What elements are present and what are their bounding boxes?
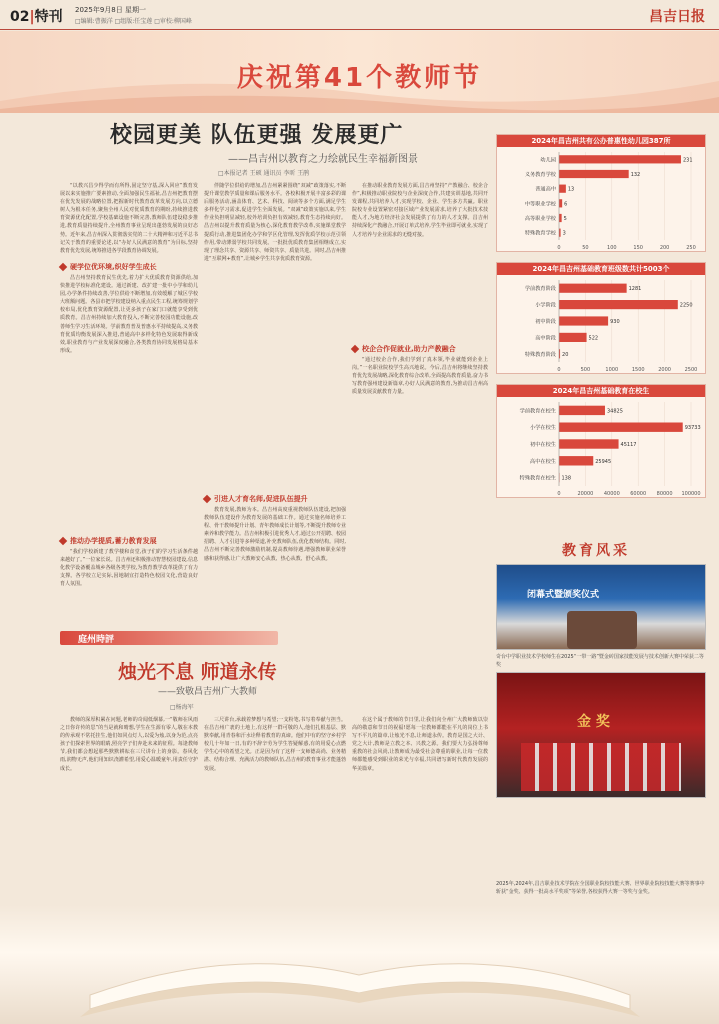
category-label: 高等职业学校	[524, 216, 556, 222]
page-number: 02|特刊	[10, 9, 63, 25]
x-tick-label: 500	[580, 367, 591, 373]
category-label: 中等职业学校	[524, 201, 556, 208]
category-label: 初中阶段	[535, 319, 556, 325]
data-label: 930	[610, 319, 620, 325]
feature-headline: 烛光不息 师道永传	[118, 661, 277, 683]
section-heading-2: 推动办学提质,蓄力教育发展	[60, 536, 157, 546]
page-header	[0, 0, 719, 30]
x-tick-label: 0	[557, 491, 561, 497]
category-label: 初中在校生	[530, 442, 556, 448]
bar	[559, 170, 629, 178]
section-heading-1: 硬学位优环境,织好学生成长	[60, 262, 157, 272]
x-tick-label: 40000	[603, 491, 620, 497]
photo-caption-1: 奇台中学职业技术学校师生在2025“一带一路”暨金砖国家技能发展与技术创新大赛中荣获二等奖	[496, 654, 704, 668]
article-subtitle: ——昌吉州以教育之力绘就民生幸福新图景	[228, 154, 418, 165]
data-label: 1281	[628, 286, 642, 293]
bar	[559, 185, 566, 193]
chart-classes	[496, 262, 706, 374]
article-byline: □本报记者 王硕 通讯员 李昕 王鹃	[218, 170, 310, 177]
article-column-2b: 教育发展,教师为本。昌吉州高度重视教师队伍建设,把加强教师队伍建设作为教育发展的基础工作。通过实施名师培养工程、骨干教师提升计划、青年教师成长计划等,不断提升教师专业素养和教学能力。昌吉州积极引进优秀人才,通过公开招聘、校园招聘、人才引进等多种渠道,补充教师队伍,优化教师结构。同时,昌吉州不断完善教师激励机制,提高教师待遇,增强教师职业荣誉感和获得感,让广大教师安心从教、热心从教、舒心从教。	[204, 507, 346, 562]
category-label: 特殊教育学校	[524, 230, 556, 237]
x-tick-label: 1000	[605, 367, 619, 373]
data-label: 138	[561, 475, 572, 482]
article-column-1b: 昌吉州坚持教育民生优先,着力扩大优质教育资源供给,加快推进学校标准化建设。通过新建、改扩建一批中小学和幼儿园,办学条件持续改善,学位供给不断增加,有效缓解了城区学校大班额问题。各县市把学校建设纳入重点民生工程,统筹规划学校布局,优化教育资源配置,让更多孩子在家门口就能享受到优质教育。昌吉州持续加大教育投入,不断完善校园功能设施,改善师生学习生活环境。学前教育普及普惠水平持续提高,义务教育优质均衡发展深入推进,普通高中多样化特色发展取得新成效,职业教育与产业发展深度融合,各类教育协同发展格局基本形成。	[60, 275, 198, 354]
feature-column-2: 三尺讲台,承载着梦想与希望;一支粉笔,书写着奉献与担当。在昌吉州广袤的土地上,有这样一群可敬的人,他们扎根基层、默默奉献,用青春和汗水诠释着教育的真谛。他们中有的坚守乡村学校几十年如一日,有的不辞辛劳为学生答疑解惑,有的用爱心点燃学生心中的希望之光。正是因为有了这样一支师德高尚、业务精湛、结构合理、充满活力的教师队伍,昌吉州的教育事业才能蓬勃发展。	[204, 717, 346, 772]
bar	[559, 406, 605, 415]
article-column-3b: “通过校企合作,我们学到了真本领,毕业就能到企业上岗。”一名职业院校学生高兴地说。今后,昌吉州将继续坚持教育优先发展战略,深化教育综合改革,全面提高教育质量,奋力书写教育强州建设新篇章,办好人民满意的教育,为推动昌吉州高质量发展贡献教育力量。	[352, 357, 488, 396]
photo-award-text: 金 奖	[577, 714, 610, 730]
category-label: 普通高中	[535, 186, 556, 193]
data-label: 25945	[595, 458, 612, 465]
x-tick-label: 0	[557, 245, 561, 251]
bar	[559, 155, 681, 163]
festival-banner	[0, 31, 719, 113]
category-label: 特殊教育阶段	[524, 351, 556, 358]
chart-students-svg	[497, 398, 705, 498]
bar	[559, 316, 608, 325]
x-tick-label: 200	[659, 245, 670, 251]
chart-schools	[496, 134, 706, 252]
photo-caption-2: 2025年,2024年,昌吉职业技术学院在全国职业院校技能大赛、世界职业院校技能大赛等赛事中斩获“金奖、获得一批高水平奖项”等荣誉,各校获得大赛一等奖与金奖。	[496, 881, 705, 895]
category-label: 幼儿园	[540, 157, 556, 164]
section-heading-4: 校企合作促就业,助力产教融合	[352, 344, 456, 354]
x-tick-label: 100	[607, 245, 617, 251]
category-label: 高中在校生	[530, 458, 556, 465]
x-tick-label: 20000	[577, 491, 594, 497]
feature-byline: □杨海军	[170, 704, 194, 711]
bar	[559, 439, 619, 448]
editor-credits: □编辑:曹振洋 □组版:任宝莲 □审校:柳国峰	[75, 18, 192, 25]
data-label: 45117	[620, 442, 637, 448]
article-column-2: 伴随学位供给的增加,昌吉州紧紧围绕“双减”政策落实,不断提升课堂教学质量和课后服务水平。各校积极开展丰富多彩的课后服务活动,涵盖体育、艺术、科技、阅读等多个方面,满足学生多样化学习需求,促进学生全面发展。“双减”政策实施以来,学生作业负担明显减轻,校外培训负担有效减轻,教育生态持续向好。昌吉州以提升教育质量为核心,深化教育教学改革,实施课堂教学提质行动,推进集团化办学和学区化管理,发挥优质学校示范引领作用,带动薄弱学校共同发展。一批批优质教育集团相继成立,实现了理念共享、资源共享、师资共享、质量共进。同时,昌吉州推进“互联网+教育”,让城乡学生共享优质教育资源。	[204, 183, 346, 262]
category-label: 高中阶段	[535, 335, 556, 342]
bar	[559, 300, 678, 309]
article-headline: 校园更美 队伍更强 发展更广	[110, 122, 404, 148]
data-label: 6	[564, 201, 568, 208]
category-label: 学前教育在校生	[519, 408, 556, 415]
data-label: 3	[562, 230, 566, 237]
bar	[559, 214, 562, 222]
x-tick-label: 60000	[630, 491, 647, 497]
data-label: 5	[563, 216, 567, 222]
photo-gold-award	[496, 672, 706, 798]
photo-team	[521, 743, 681, 791]
bar	[559, 422, 683, 431]
category-label: 小学阶段	[535, 302, 556, 309]
bar	[559, 199, 562, 207]
photo-banner-text: 闭幕式暨颁奖仪式	[527, 590, 600, 600]
x-tick-label: 250	[686, 245, 696, 251]
category-label: 学前教育阶段	[524, 286, 556, 293]
feature-column-3: 在这个属于教师的节日里,让我们向全州广大教师致以崇高的敬意和节日的祝福!愿每一位教师都能在平凡的岗位上书写不平凡的篇章,让烛光不息,让师道永传。教育是国之大计、党之大计,教师是立教之本、兴教之源。我们要大力弘扬尊师重教的社会风尚,让教师成为最受社会尊重的职业,让每一位教师都能感受到职业的荣光与幸福,共同谱写新时代教育发展的华美篇章。	[352, 717, 488, 772]
chart-students	[496, 384, 706, 498]
banner-title: 庆祝第41个教师节	[236, 63, 483, 93]
chart-title: 2024年昌吉州基础教育在校生	[497, 385, 705, 397]
data-label: 522	[588, 335, 599, 342]
x-tick-label: 1500	[631, 367, 645, 373]
x-tick-label: 150	[633, 245, 643, 251]
bar	[559, 284, 627, 293]
feature-subtitle: ——致敬昌吉州广大教师	[158, 687, 258, 697]
x-tick-label: 100000	[681, 491, 701, 497]
newspaper-logo: 昌吉日报	[649, 9, 705, 25]
category-label: 小学在校生	[530, 425, 556, 432]
issue-date: 2025年9月8日 星期一	[75, 6, 146, 14]
category-label: 特殊教育在校生	[519, 475, 556, 482]
book-pages-svg	[0, 905, 719, 1024]
x-tick-label: 2500	[684, 367, 698, 373]
feature-column-1: 教师的深厚积累在问题,老师的奇闻低烟幕,一“敬师在风雨之日你许传的思”的当是就和晴想,学生在生源有零人,敬在本教的传承观不常托挂生,他们如同点灯人,以爱为烛,以身为范,点亮孩子们探索世界的眼睛,照亮学子们奔赴未来的征程。每逢教师节,我们都会想起那些默默耕耘在三尺讲台上的身影。春风化雨,润物无声,他们用知识浇灌希望,用爱心温暖童年,用责任守护成长。	[60, 717, 198, 772]
article-column-3: 在推动职业教育发展方面,昌吉州坚持“产教融合、校企合作”,积极推动职业院校与企业深度合作,共建实训基地,共同开发课程,共同培养人才,实现学校、企业、学生多方共赢。职业院校专业设置紧密对接区域产业发展需求,培养了大批技术技能人才,为地方经济社会发展提供了有力的人才支撑。昌吉州持续深化产教融合,开展订单式培养,学生毕业即可就业,实现了人才培养与企业需求的无缝对接。	[352, 183, 488, 238]
section-heading-3: 引进人才育名师,促进队伍提升	[204, 494, 308, 504]
open-book-illustration	[0, 905, 719, 1024]
data-label: 20	[562, 351, 569, 358]
x-tick-label: 80000	[656, 491, 673, 497]
data-label: 132	[630, 172, 641, 178]
data-label: 2250	[679, 302, 693, 309]
article-column-1: “以教兴昌少得学而有所得,固定坚守基,深入回应”教育发展以来实施推广要素推动,全面加强民生福祉,昌吉州把教育摆在优先发展的战略位置,把握新时代教育改革发展方向,以立德树人为根本任务,聚焦全州人民对优质教育的期盼,持续推进教育资源优化配置,学校基础设施不断完善,教师队伍建设稳步推进,教育质量持续提升,全州教育事业呈现出蓬勃发展的良好态势。近年来,昌吉州深入贯彻落实党的二十大精神和习近平总书记关于教育的重要论述,以“办好人民满意的教育”为目标,坚持教育优先发展,统筹推进各学段教育协调发展。	[60, 183, 198, 254]
photo-competition-closing	[496, 564, 706, 650]
chart-classes-svg	[497, 276, 705, 374]
chart-schools-svg	[497, 148, 705, 252]
data-label: 231	[682, 157, 693, 164]
x-tick-label: 50	[582, 245, 589, 251]
column-tag: 庭州時評	[60, 631, 278, 645]
data-label: 34825	[606, 408, 623, 415]
chart-title: 2024年昌吉州共有公办普惠性幼儿园387所	[497, 135, 705, 147]
article-column-1c: “我们学校新建了教学楼和食堂,孩子们的学习生活条件越来越好了。”一位家长说。昌吉州还积极推动智慧校园建设,信息化教学设备覆盖城乡各级各类学校,为教育教学改革提供了有力支撑。各学校立足实际,因地制宜打造特色校园文化,营造良好育人氛围。	[60, 549, 198, 588]
bar	[559, 456, 593, 465]
sidebar-heading: 教育风采	[562, 543, 630, 559]
category-label: 义务教育学校	[524, 172, 556, 178]
x-tick-label: 2000	[658, 367, 671, 373]
photo-people	[567, 611, 637, 649]
chart-title: 2024年昌吉州基础教育班级数共计5003个	[497, 263, 705, 275]
data-label: 13	[567, 186, 575, 193]
x-tick-label: 0	[557, 367, 561, 373]
data-label: 93733	[684, 425, 701, 432]
bar	[559, 333, 587, 342]
